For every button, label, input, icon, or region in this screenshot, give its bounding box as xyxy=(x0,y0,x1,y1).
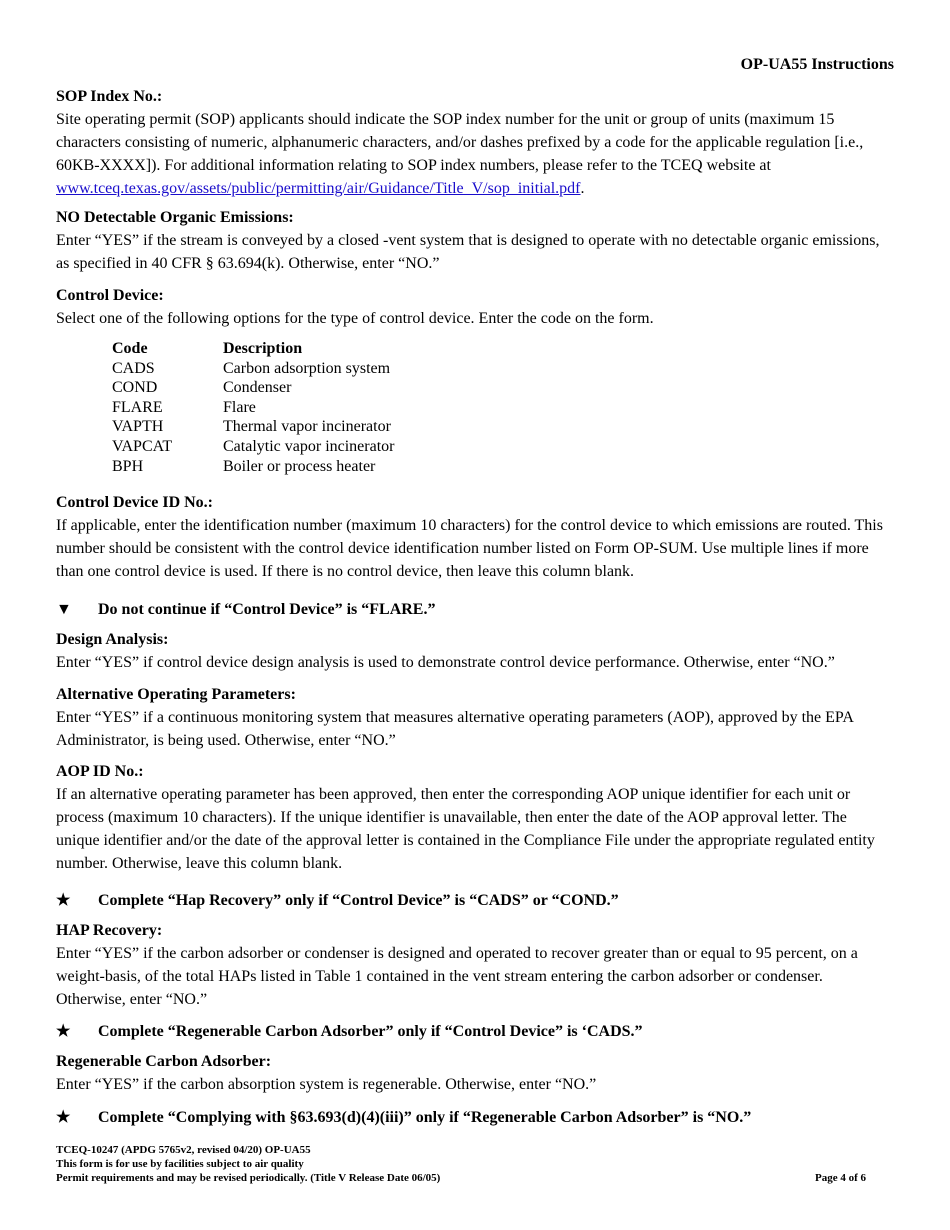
sop-index-body: Site operating permit (SOP) applicants should indicate the SOP index number for the unit or group of units (maximum 15 characters consisting of numeric, alphanumeric characters, and/or dashes prefixed by a code for the applicable regulation [i.e., 60KB-XXXX]). For additional information relating to SOP index numbers, please refer to the TCEQ website at xyxy=(56,111,864,174)
control-device-id-heading: Control Device ID No.: xyxy=(56,494,214,511)
control-device-id-text: If applicable, enter the identification number (maximum 10 characters) for the control device to which emissions are routed. This number should be consistent with the control device identification number listed on Form OP-SUM. Use multiple lines if more than one control device is used. If there is no control device, then leave this column blank. xyxy=(56,517,883,580)
table-row xyxy=(112,457,394,477)
no-detectable-text: Enter “YES” if the stream is conveyed by a closed -vent system that is designed to operate with no detectable organic emissions, as specified in 40 CFR § 63.694(k). Otherwise, enter “NO.” xyxy=(56,232,880,272)
code-cell: CADS xyxy=(112,359,155,377)
regen-section xyxy=(56,1050,894,1096)
flare-note xyxy=(56,600,435,620)
table-row xyxy=(112,398,394,418)
hap-recovery-heading: HAP Recovery: xyxy=(56,922,163,939)
description-cell: Catalytic vapor incinerator xyxy=(223,437,395,455)
design-analysis-text: Enter “YES” if control device design analysis is used to demonstrate control device performance. Otherwise, enter “NO.” xyxy=(56,654,835,671)
description-cell: Boiler or process heater xyxy=(223,457,376,475)
hap-note-text: Complete “Hap Recovery” only if “Control Device” is “CADS” or “COND.” xyxy=(98,892,619,909)
description-cell: Thermal vapor incinerator xyxy=(223,418,391,436)
page-footer xyxy=(56,1143,866,1185)
table-row xyxy=(112,378,394,398)
control-device-section xyxy=(56,284,894,330)
regen-text: Enter “YES” if the carbon absorption system is regenerable. Otherwise, enter “NO.” xyxy=(56,1076,597,1093)
sop-guidance-link[interactable]: www.tceq.texas.gov/assets/public/permitting/air/Guidance/Title_V/sop_initial.pdf xyxy=(56,180,581,197)
comply-note-text: Complete “Complying with §63.693(d)(4)(iii)” only if “Regenerable Carbon Adsorber” is “NO.” xyxy=(98,1109,752,1126)
code-cell: FLARE xyxy=(112,398,163,416)
no-detectable-heading: NO Detectable Organic Emissions: xyxy=(56,209,294,226)
control-device-text: Select one of the following options for the type of control device. Enter the code on the form. xyxy=(56,310,654,327)
star-icon: ★ xyxy=(56,1109,71,1126)
code-column-header: Code xyxy=(112,340,148,357)
description-cell: Carbon adsorption system xyxy=(223,359,391,377)
comply-note xyxy=(56,1108,751,1128)
footer-permit: Permit requirements and may be revised periodically. (Title V Release Date 06/05) xyxy=(56,1172,441,1184)
table-row xyxy=(112,437,394,457)
regen-note-text: Complete “Regenerable Carbon Adsorber” only if “Control Device” is ‘CADS.” xyxy=(98,1023,643,1040)
star-icon: ★ xyxy=(56,892,71,909)
code-cell: COND xyxy=(112,379,158,397)
page-header-title: OP-UA55 Instructions xyxy=(740,56,894,73)
sop-index-heading: SOP Index No.: xyxy=(56,88,163,105)
hap-recovery-text: Enter “YES” if the carbon adsorber or condenser is designed and operated to recover greater than or equal to 95 percent, on a weight-basis, of the total HAPs listed in Table 1 contained in the vent stream entering the carbon adsorber or condenser. Otherwise, enter “NO.” xyxy=(56,945,858,1008)
control-device-code-table xyxy=(112,339,394,476)
code-cell: VAPTH xyxy=(112,418,164,436)
aop-id-text: If an alternative operating parameter has been approved, then enter the corresponding AOP unique identifier for each unit or process (maximum 10 characters). If the unique identifier is unavailable, then enter the date of the AOP approval letter. The unique identifier and/or the date of the approval letter is contained in the Compliance File under the appropriate regulated entity number. Otherwise, leave this column blank. xyxy=(56,786,875,872)
table-row xyxy=(112,417,394,437)
code-cell: BPH xyxy=(112,457,144,475)
control-device-id-section xyxy=(56,491,894,583)
design-analysis-heading: Design Analysis: xyxy=(56,631,169,648)
footer-form-id: TCEQ-10247 (APDG 5765v2, revised 04/20) OP-UA55 xyxy=(56,1144,311,1156)
star-icon: ★ xyxy=(56,1023,71,1040)
table-row xyxy=(112,359,394,379)
footer-usage: This form is for use by facilities subject to air quality xyxy=(56,1158,304,1170)
aop-id-heading: AOP ID No.: xyxy=(56,763,144,780)
aop-heading: Alternative Operating Parameters: xyxy=(56,686,296,703)
sop-index-end: . xyxy=(580,180,585,197)
description-cell: Flare xyxy=(223,398,256,416)
sop-index-section xyxy=(56,85,894,200)
description-column-header: Description xyxy=(223,340,303,357)
code-table-header xyxy=(112,339,394,359)
regen-note xyxy=(56,1022,643,1042)
aop-id-section xyxy=(56,760,894,875)
design-analysis-section xyxy=(56,628,894,674)
description-cell: Condenser xyxy=(223,379,292,397)
aop-text: Enter “YES” if a continuous monitoring system that measures alternative operating parameters (AOP), approved by the EPA Administrator, is being used. Otherwise, enter “NO.” xyxy=(56,709,853,749)
page-number: Page 4 of 6 xyxy=(814,1172,866,1184)
regen-heading: Regenerable Carbon Adsorber: xyxy=(56,1053,272,1070)
code-cell: VAPCAT xyxy=(112,437,173,455)
down-triangle-icon: ▼ xyxy=(56,601,72,618)
flare-note-text: Do not continue if “Control Device” is “FLARE.” xyxy=(98,601,436,618)
hap-note xyxy=(56,891,619,911)
aop-section xyxy=(56,683,894,752)
sop-index-text xyxy=(56,108,894,200)
control-device-heading: Control Device: xyxy=(56,287,164,304)
no-detectable-section xyxy=(56,206,894,275)
hap-recovery-section xyxy=(56,919,894,1011)
